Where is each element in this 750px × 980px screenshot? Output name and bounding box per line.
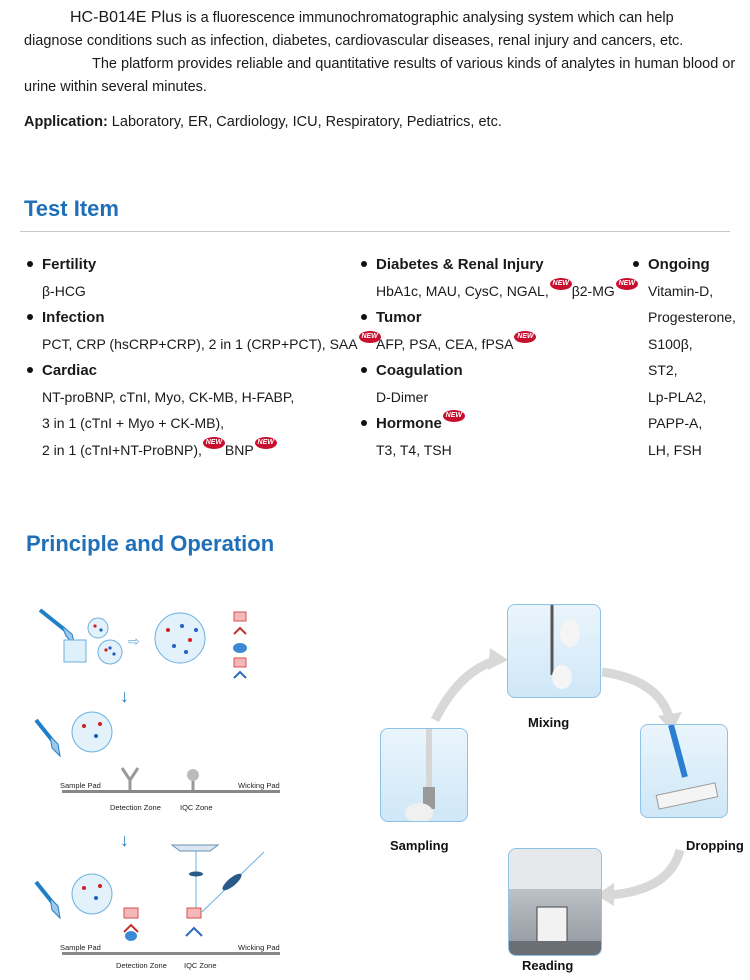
category-coagulation: Coagulation [361,357,638,384]
new-badge: NEW [255,437,277,449]
list-item: β-HCG [42,282,86,299]
stage-3-detection-illustration [36,845,280,955]
sampling-photo [380,728,468,822]
list-item: 2 in 1 (cTnI+NT-ProBNP), NEW BNP NEW [27,437,381,464]
mixing-photo [507,604,601,698]
bullet-icon [361,261,367,267]
application-label: Application: [24,114,108,130]
list-item: PCT, CRP (hsCRP+CRP), 2 in 1 (CRP+PCT), SAA NEW [27,331,381,358]
test-column-2 [361,251,638,463]
arrow-down-icon: ↓ [120,830,129,850]
list-item: ST2, [648,362,678,379]
list-item: HbA1c, MAU, CysC, NGAL, NEW β2-MG NEW [361,278,638,305]
intro-text [24,6,736,99]
list-item: LH, FSH [648,441,702,458]
test-column-3 [633,251,736,463]
new-badge: NEW [616,278,638,290]
diagram-label-detection-zone: Detection Zone [116,961,167,970]
category-hormone: Hormone NEW [361,410,638,437]
stage-1-mixing-illustration [40,610,247,678]
principle-heading: Principle and Operation [26,531,275,556]
step-label-reading: Reading [522,958,574,973]
diagram-label-wicking-pad: Wicking Pad [238,943,280,952]
bullet-icon [361,420,367,426]
list-item: AFP, PSA, CEA, fPSA NEW [361,331,638,358]
bullet-icon [27,261,33,267]
new-badge: NEW [514,331,536,343]
list-item: S100β, [648,335,693,352]
intro-paragraph-2: The platform provides reliable and quantitative results of various kinds of analytes in human blood or urine within several minutes. [24,56,736,95]
category-cardiac: Cardiac [27,357,381,384]
bullet-icon [633,261,639,267]
new-badge: NEW [443,410,465,422]
test-column-1 [27,251,381,463]
application-text: Laboratory, ER, Cardiology, ICU, Respiratory, Pediatrics, etc. [107,114,502,130]
category-fertility: Fertility [27,251,381,278]
diagram-label-sample-pad: Sample Pad [60,943,101,952]
list-item: 3 in 1 (cTnI + Myo + CK-MB), [42,415,225,432]
new-badge: NEW [359,331,381,343]
bullet-icon [27,314,33,320]
list-item: D-Dimer [376,388,429,405]
step-label-mixing: Mixing [528,715,570,730]
bullet-icon [361,314,367,320]
svg-text:⇨: ⇨ [128,633,140,649]
new-badge: NEW [203,437,225,449]
principle-diagram [0,590,370,980]
bullet-icon [27,367,33,373]
test-item-heading: Test Item [24,196,119,221]
category-ongoing: Ongoing [633,251,736,278]
product-name: HC-B014E Plus [70,9,183,26]
section-divider [20,231,730,232]
category-diabetes-renal: Diabetes & Renal Injury [361,251,638,278]
step-label-dropping: Dropping [686,838,744,853]
list-item: T3, T4, TSH [376,441,452,458]
category-infection: Infection [27,304,381,331]
reading-photo [508,848,602,956]
list-item: Lp-PLA2, [648,388,707,405]
list-item: Progesterone, [648,309,736,326]
diagram-label-sample-pad: Sample Pad [60,781,101,790]
intro-paragraph-1: HC-B014E Plus is a fluorescence immunochromatographic analysing system which can help diagnose conditions such as infection, diabetes, cardiovascular diseases, renal injury and cancers, etc. [24,9,684,49]
list-item: Vitamin-D, [648,282,714,299]
arrow-down-icon: ↓ [120,686,129,706]
diagram-label-iqc-zone: IQC Zone [184,961,217,970]
list-item: NT-proBNP, cTnI, Myo, CK-MB, H-FABP, [42,388,295,405]
diagram-label-detection-zone: Detection Zone [110,803,161,812]
diagram-label-iqc-zone: IQC Zone [180,803,213,812]
application-line [24,114,502,130]
category-tumor: Tumor [361,304,638,331]
step-label-sampling: Sampling [390,838,449,853]
new-badge: NEW [550,278,572,290]
diagram-label-wicking-pad: Wicking Pad [238,781,280,790]
bullet-icon [361,367,367,373]
dropping-photo [640,724,728,818]
list-item: PAPP-A, [648,415,703,432]
operation-cycle [370,590,750,980]
